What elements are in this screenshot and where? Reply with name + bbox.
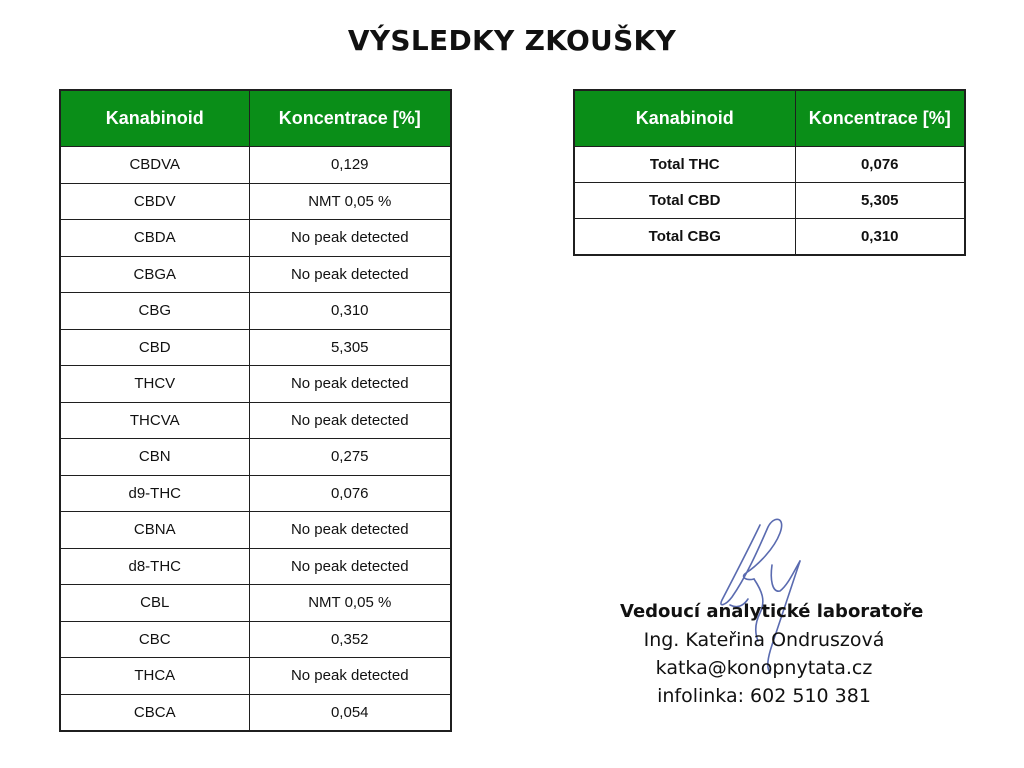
cannabinoid-cell: d9-THC [60, 475, 249, 512]
table-row [60, 329, 451, 366]
cannabinoid-cell: CBDA [60, 220, 249, 257]
table-row [60, 694, 451, 731]
concentration-cell: 0,352 [249, 621, 451, 658]
concentration-cell: 5,305 [249, 329, 451, 366]
table-row [60, 293, 451, 330]
concentration-cell: 0,310 [795, 219, 965, 256]
table-row [60, 512, 451, 549]
concentration-cell: No peak detected [249, 512, 451, 549]
signature-name: Ing. Kateřina Ondruszová [643, 629, 885, 651]
concentration-cell: 5,305 [795, 183, 965, 219]
cannabinoid-cell: CBN [60, 439, 249, 476]
table-row [60, 439, 451, 476]
column-header-concentration: Koncentrace [%] [795, 90, 965, 147]
table-row [574, 219, 965, 256]
cannabinoid-table [59, 89, 452, 732]
signature-role: Vedoucí analytické laboratoře [620, 601, 924, 622]
table-row [60, 256, 451, 293]
cannabinoid-cell: d8-THC [60, 548, 249, 585]
table-row [60, 548, 451, 585]
table-row [60, 402, 451, 439]
concentration-cell: 0,275 [249, 439, 451, 476]
column-header-cannabinoid: Kanabinoid [574, 90, 795, 147]
cannabinoid-cell: THCV [60, 366, 249, 403]
concentration-cell: No peak detected [249, 402, 451, 439]
table-row [60, 147, 451, 184]
table-header-row [574, 90, 965, 147]
table-row [60, 475, 451, 512]
table-row [574, 147, 965, 183]
cannabinoid-cell: Total CBD [574, 183, 795, 219]
concentration-cell: NMT 0,05 % [249, 183, 451, 220]
cannabinoid-cell: CBCA [60, 694, 249, 731]
concentration-cell: 0,076 [249, 475, 451, 512]
cannabinoid-cell: Total CBG [574, 219, 795, 256]
cannabinoid-cell: CBG [60, 293, 249, 330]
table-row [574, 183, 965, 219]
concentration-cell: No peak detected [249, 548, 451, 585]
cannabinoid-cell: CBNA [60, 512, 249, 549]
concentration-cell: 0,129 [249, 147, 451, 184]
table-row [60, 366, 451, 403]
cannabinoid-cell: CBDV [60, 183, 249, 220]
cannabinoid-cell: CBD [60, 329, 249, 366]
cannabinoid-cell: CBL [60, 585, 249, 622]
concentration-cell: No peak detected [249, 366, 451, 403]
cannabinoid-cell: CBDVA [60, 147, 249, 184]
concentration-cell: No peak detected [249, 658, 451, 695]
column-header-concentration: Koncentrace [%] [249, 90, 451, 147]
cannabinoid-cell: THCVA [60, 402, 249, 439]
concentration-cell: 0,054 [249, 694, 451, 731]
concentration-cell: NMT 0,05 % [249, 585, 451, 622]
signature-email: katka@konopnytata.cz [655, 657, 873, 679]
concentration-cell: 0,076 [795, 147, 965, 183]
signature-phone: infolinka: 602 510 381 [657, 685, 871, 707]
cannabinoid-cell: CBGA [60, 256, 249, 293]
table-row [60, 220, 451, 257]
table-row [60, 658, 451, 695]
signature-block [620, 598, 924, 710]
concentration-cell: No peak detected [249, 256, 451, 293]
totals-table [573, 89, 966, 256]
table-header-row [60, 90, 451, 147]
table-row [60, 621, 451, 658]
concentration-cell: 0,310 [249, 293, 451, 330]
cannabinoid-cell: THCA [60, 658, 249, 695]
concentration-cell: No peak detected [249, 220, 451, 257]
page-title: VÝSLEDKY ZKOUŠKY [347, 24, 677, 57]
column-header-cannabinoid: Kanabinoid [60, 90, 249, 147]
table-row [60, 585, 451, 622]
cannabinoid-cell: Total THC [574, 147, 795, 183]
cannabinoid-cell: CBC [60, 621, 249, 658]
table-row [60, 183, 451, 220]
